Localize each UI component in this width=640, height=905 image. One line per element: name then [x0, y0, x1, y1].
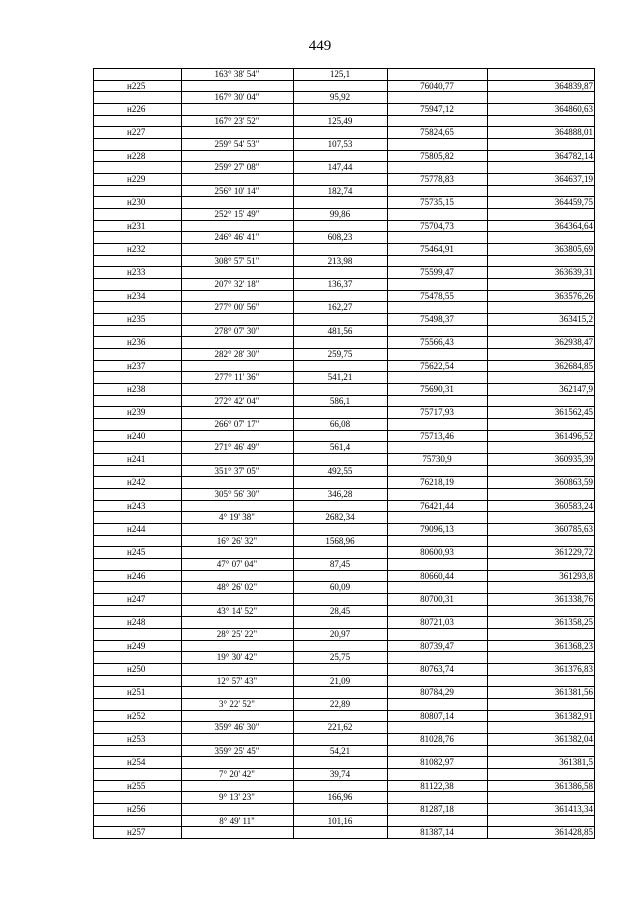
coordinate-y: 361381,5 [559, 757, 593, 768]
point-name: н255 [127, 780, 146, 791]
direction-angle: 272° 42' 04" [214, 395, 260, 406]
point-name: н230 [127, 197, 146, 208]
direction-angle: 9° 13' 23" [219, 792, 255, 803]
segment-length: 541,21 [327, 372, 353, 383]
segment-length: 561,4 [329, 442, 351, 453]
coordinate-x: 80807,14 [420, 710, 454, 721]
coordinate-x: 80763,74 [420, 663, 454, 674]
coordinate-y: 363415,2 [559, 313, 593, 324]
table-column-divider [93, 68, 94, 838]
segment-length: 22,89 [329, 698, 351, 709]
point-name: н228 [127, 150, 146, 161]
coordinate-y: 363576,26 [554, 290, 593, 301]
direction-angle: 308° 57' 51" [214, 255, 260, 266]
segment-length: 54,21 [329, 745, 351, 756]
coordinate-y: 360583,24 [554, 500, 593, 511]
segment-length: 492,55 [327, 465, 353, 476]
point-name: н251 [127, 687, 146, 698]
coordinate-y: 362938,47 [554, 337, 593, 348]
coordinate-y: 360935,39 [554, 453, 593, 464]
segment-length: 101,16 [327, 815, 353, 826]
coordinate-y: 361368,23 [554, 640, 593, 651]
direction-angle: 47° 07' 04" [216, 558, 258, 569]
point-name: н229 [127, 173, 146, 184]
coordinate-x: 81082,97 [420, 757, 454, 768]
segment-length: 95,92 [329, 92, 351, 103]
coordinate-x: 75622,54 [420, 360, 454, 371]
point-name: н226 [127, 103, 146, 114]
point-name: н235 [127, 313, 146, 324]
coordinate-x: 75735,15 [420, 197, 454, 208]
direction-angle: 28° 25' 22" [216, 628, 258, 639]
coordinate-y: 361382,04 [554, 733, 593, 744]
coordinate-x: 75464,91 [420, 243, 454, 254]
direction-angle: 359° 25' 45" [214, 745, 260, 756]
coordinate-x: 81387,14 [420, 827, 454, 838]
segment-length: 125,1 [329, 68, 351, 79]
segment-length: 166,96 [327, 792, 353, 803]
direction-angle: 3° 22' 52" [219, 698, 255, 709]
point-name: н241 [127, 453, 146, 464]
point-name: н231 [127, 220, 146, 231]
point-name: н242 [127, 477, 146, 488]
coordinate-x: 80721,03 [420, 617, 454, 628]
coordinate-x: 75730,9 [422, 453, 452, 464]
direction-angle: 277° 00' 56" [214, 302, 260, 313]
direction-angle: 252° 15' 49" [214, 208, 260, 219]
coordinate-x: 76421,44 [420, 500, 454, 511]
direction-angle: 12° 57' 43" [216, 675, 258, 686]
coordinate-y: 363805,69 [554, 243, 593, 254]
point-name: н250 [127, 663, 146, 674]
point-name: н238 [127, 383, 146, 394]
segment-length: 66,08 [329, 418, 351, 429]
direction-angle: 246° 46' 41" [214, 232, 260, 243]
segment-length: 87,45 [329, 558, 351, 569]
segment-length: 182,74 [327, 185, 353, 196]
direction-angle: 16° 26' 32" [216, 535, 258, 546]
segment-length: 1568,96 [325, 535, 355, 546]
segment-length: 162,27 [327, 302, 353, 313]
point-name: н244 [127, 523, 146, 534]
direction-angle: 282° 28' 30" [214, 348, 260, 359]
coordinate-x: 80784,29 [420, 687, 454, 698]
coordinate-x: 76218,19 [420, 477, 454, 488]
direction-angle: 271° 46' 49" [214, 442, 260, 453]
point-name: н237 [127, 360, 146, 371]
coordinate-x: 75690,31 [420, 383, 454, 394]
point-name: н254 [127, 757, 146, 768]
coordinate-x: 75599,47 [420, 267, 454, 278]
direction-angle: 167° 30' 04" [214, 92, 260, 103]
coordinate-x: 75713,46 [420, 430, 454, 441]
segment-length: 39,74 [329, 768, 351, 779]
direction-angle: 163° 38' 54" [214, 68, 260, 79]
coordinates-table [93, 68, 595, 838]
direction-angle: 256° 10' 14" [214, 185, 260, 196]
point-name: н243 [127, 500, 146, 511]
coordinate-x: 75717,93 [420, 407, 454, 418]
direction-angle: 48° 26' 02" [216, 582, 258, 593]
segment-length: 107,53 [327, 138, 353, 149]
coordinate-y: 364782,14 [554, 150, 593, 161]
coordinate-x: 75947,12 [420, 103, 454, 114]
coordinate-y: 364888,01 [554, 127, 593, 138]
segment-length: 136,37 [327, 278, 353, 289]
direction-angle: 259° 54' 53" [214, 138, 260, 149]
coordinate-y: 361386,58 [554, 780, 593, 791]
coordinate-x: 75478,55 [420, 290, 454, 301]
coordinate-y: 361338,76 [554, 593, 593, 604]
direction-angle: 4° 19' 38" [219, 512, 255, 523]
coordinate-x: 75778,83 [420, 173, 454, 184]
direction-angle: 207° 32' 18" [214, 278, 260, 289]
coordinate-x: 76040,77 [420, 80, 454, 91]
coordinate-y: 362684,85 [554, 360, 593, 371]
point-name: н239 [127, 407, 146, 418]
coordinate-y: 361496,52 [554, 430, 593, 441]
coordinate-y: 361562,45 [554, 407, 593, 418]
point-name: н256 [127, 803, 146, 814]
direction-angle: 359° 46' 30" [214, 722, 260, 733]
direction-angle: 8° 49' 11" [219, 815, 255, 826]
coordinate-y: 361428,85 [554, 827, 593, 838]
coordinate-y: 364839,87 [554, 80, 593, 91]
point-name: н225 [127, 80, 146, 91]
point-name: н252 [127, 710, 146, 721]
coordinate-y: 361381,56 [554, 687, 593, 698]
point-name: н227 [127, 127, 146, 138]
coordinate-x: 75498,37 [420, 313, 454, 324]
coordinate-y: 364637,19 [554, 173, 593, 184]
coordinate-x: 81122,38 [420, 780, 454, 791]
coordinate-y: 361358,25 [554, 617, 593, 628]
page-number: 449 [308, 38, 332, 54]
segment-length: 28,45 [329, 605, 351, 616]
direction-angle: 278° 07' 30" [214, 325, 260, 336]
direction-angle: 277° 11' 36" [214, 372, 260, 383]
segment-length: 608,23 [327, 232, 353, 243]
segment-length: 213,98 [327, 255, 353, 266]
coordinate-y: 361293,8 [559, 570, 593, 581]
coordinate-x: 80739,47 [420, 640, 454, 651]
point-name: н232 [127, 243, 146, 254]
coordinate-x: 79096,13 [420, 523, 454, 534]
point-name: н240 [127, 430, 146, 441]
point-name: н248 [127, 617, 146, 628]
segment-length: 21,09 [329, 675, 351, 686]
coordinate-y: 360863,59 [554, 477, 593, 488]
segment-length: 60,09 [329, 582, 351, 593]
point-name: н245 [127, 547, 146, 558]
coordinate-x: 80600,93 [420, 547, 454, 558]
direction-angle: 19° 30' 42" [216, 652, 258, 663]
point-name: н257 [127, 827, 146, 838]
coordinate-y: 360785,63 [554, 523, 593, 534]
point-name: н236 [127, 337, 146, 348]
coordinate-x: 81287,18 [420, 803, 454, 814]
coordinate-x: 75824,65 [420, 127, 454, 138]
coordinate-x: 81028,76 [420, 733, 454, 744]
direction-angle: 43° 14' 52" [216, 605, 258, 616]
segment-length: 346,28 [327, 488, 353, 499]
direction-angle: 266° 07' 17" [214, 418, 260, 429]
coordinate-y: 361382,91 [554, 710, 593, 721]
direction-angle: 167° 23' 52" [214, 115, 260, 126]
table-column-divider [594, 68, 595, 838]
coordinate-y: 364459,75 [554, 197, 593, 208]
coordinate-y: 364364,64 [554, 220, 593, 231]
coordinate-y: 361229,72 [554, 547, 593, 558]
direction-angle: 305° 56' 30" [214, 488, 260, 499]
coordinate-y: 361413,34 [554, 803, 593, 814]
point-name: н234 [127, 290, 146, 301]
direction-angle: 259° 27' 08" [214, 162, 260, 173]
segment-length: 125,49 [327, 115, 353, 126]
coordinate-y: 361376,83 [554, 663, 593, 674]
coordinate-y: 363639,31 [554, 267, 593, 278]
point-name: н246 [127, 570, 146, 581]
segment-length: 147,44 [327, 162, 353, 173]
segment-length: 481,56 [327, 325, 353, 336]
segment-length: 99,86 [329, 208, 351, 219]
point-name: н247 [127, 593, 146, 604]
point-name: н233 [127, 267, 146, 278]
segment-length: 2682,34 [325, 512, 355, 523]
segment-length: 586,1 [329, 395, 351, 406]
coordinate-x: 80660,44 [420, 570, 454, 581]
coordinate-x: 75805,82 [420, 150, 454, 161]
direction-angle: 351° 37' 05" [214, 465, 260, 476]
segment-length: 20,97 [329, 628, 351, 639]
segment-length: 259,75 [327, 348, 353, 359]
coordinate-x: 80700,31 [420, 593, 454, 604]
point-name: н253 [127, 733, 146, 744]
direction-angle: 7° 20' 42" [219, 768, 255, 779]
point-name: н249 [127, 640, 146, 651]
coordinate-x: 75704,73 [420, 220, 454, 231]
segment-length: 25,75 [329, 652, 351, 663]
coordinate-y: 362147,9 [559, 383, 593, 394]
segment-length: 221,62 [327, 722, 353, 733]
coordinate-y: 364860,63 [554, 103, 593, 114]
coordinate-x: 75566,43 [420, 337, 454, 348]
